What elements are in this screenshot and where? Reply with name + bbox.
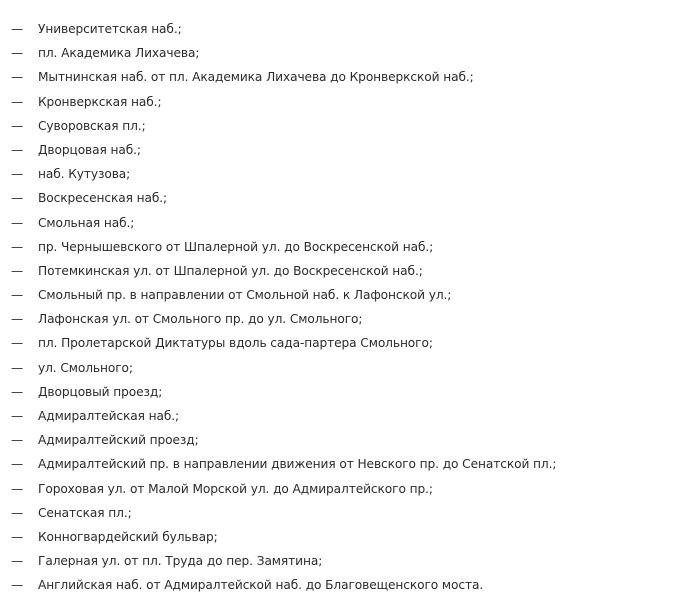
dash-bullet: — — [11, 360, 24, 375]
list-item — [0, 138, 674, 162]
list-item-text: Дворцовый проезд; — [38, 384, 163, 399]
street-list — [0, 17, 674, 598]
list-item — [0, 356, 674, 380]
dash-bullet: — — [11, 263, 24, 278]
list-item-text: Университетская наб.; — [38, 22, 182, 36]
list-item — [0, 525, 674, 549]
list-item-text: Лафонская ул. от Смольного пр. до ул. Смольного; — [38, 312, 363, 327]
list-item-text: пр. Чернышевского от Шпалерной ул. до Воскресенской наб.; — [38, 239, 434, 254]
dash-bullet: — — [11, 312, 24, 327]
list-item — [0, 65, 674, 89]
list-item-text: Потемкинская ул. от Шпалерной ул. до Воскресенской наб.; — [38, 263, 423, 278]
list-item-text: Адмиралтейский пр. в направлении движения от Невского пр. до Сенатской пл.; — [38, 457, 557, 472]
list-item-text: наб. Кутузова; — [38, 167, 131, 182]
list-item — [0, 501, 674, 525]
list-item — [0, 404, 674, 428]
list-item — [0, 477, 674, 501]
dash-bullet: — — [11, 239, 24, 254]
dash-bullet: — — [11, 554, 24, 569]
list-item — [0, 549, 674, 573]
list-item — [0, 331, 674, 355]
list-item-text: Кронверкская наб.; — [38, 94, 162, 109]
dash-bullet: — — [11, 505, 24, 520]
dash-bullet: — — [11, 433, 24, 448]
dash-bullet: — — [11, 288, 24, 303]
dash-bullet: — — [11, 22, 24, 36]
dash-bullet: — — [11, 384, 24, 399]
list-item-text: пл. Академика Лихачева; — [38, 46, 200, 61]
dash-bullet: — — [11, 94, 24, 109]
list-item-text: Галерная ул. от пл. Труда до пер. Замятина; — [38, 554, 323, 569]
list-item — [0, 211, 674, 235]
dash-bullet: — — [11, 409, 24, 423]
dash-bullet: — — [11, 481, 24, 496]
list-item — [0, 235, 674, 259]
dash-bullet: — — [11, 142, 24, 157]
dash-bullet: — — [11, 457, 24, 472]
list-item-text: Суворовская пл.; — [38, 118, 146, 133]
list-item-text: Дворцовая наб.; — [38, 142, 141, 157]
list-item — [0, 186, 674, 210]
list-item-text: Английская наб. от Адмиралтейской наб. до Благовещенского моста. — [38, 578, 484, 593]
list-item — [0, 90, 674, 114]
dash-bullet: — — [11, 215, 24, 230]
dash-bullet: — — [11, 529, 24, 544]
list-item — [0, 17, 674, 41]
list-item — [0, 452, 674, 476]
dash-bullet: — — [11, 336, 24, 351]
list-item — [0, 114, 674, 138]
list-item-text: Адмиралтейский проезд; — [38, 433, 199, 448]
list-item-text: Гороховая ул. от Малой Морской ул. до Адмиралтейского пр.; — [38, 481, 433, 496]
list-item — [0, 283, 674, 307]
dash-bullet: — — [11, 70, 24, 85]
list-item-text: Конногвардейский бульвар; — [38, 529, 218, 544]
list-item — [0, 41, 674, 65]
list-item — [0, 428, 674, 452]
dash-bullet: — — [11, 167, 24, 182]
list-item — [0, 380, 674, 404]
list-item-text: Сенатская пл.; — [38, 505, 132, 520]
dash-bullet: — — [11, 118, 24, 133]
list-item-text: пл. Пролетарской Диктатуры вдоль сада-партера Смольного; — [38, 336, 433, 351]
dash-bullet: — — [11, 46, 24, 61]
dash-bullet: — — [11, 578, 24, 593]
list-item-text: Воскресенская наб.; — [38, 191, 168, 206]
list-item-text: Смольная наб.; — [38, 215, 135, 230]
dash-bullet: — — [11, 191, 24, 206]
list-item — [0, 259, 674, 283]
list-item-text: Адмиралтейская наб.; — [38, 409, 180, 423]
list-item-text: Мытнинская наб. от пл. Академика Лихачева до Кронверкской наб.; — [38, 70, 474, 85]
list-item — [0, 162, 674, 186]
list-item-text: Смольный пр. в направлении от Смольной наб. к Лафонской ул.; — [38, 288, 452, 303]
list-item — [0, 307, 674, 331]
list-item-text: ул. Смольного; — [38, 360, 133, 375]
